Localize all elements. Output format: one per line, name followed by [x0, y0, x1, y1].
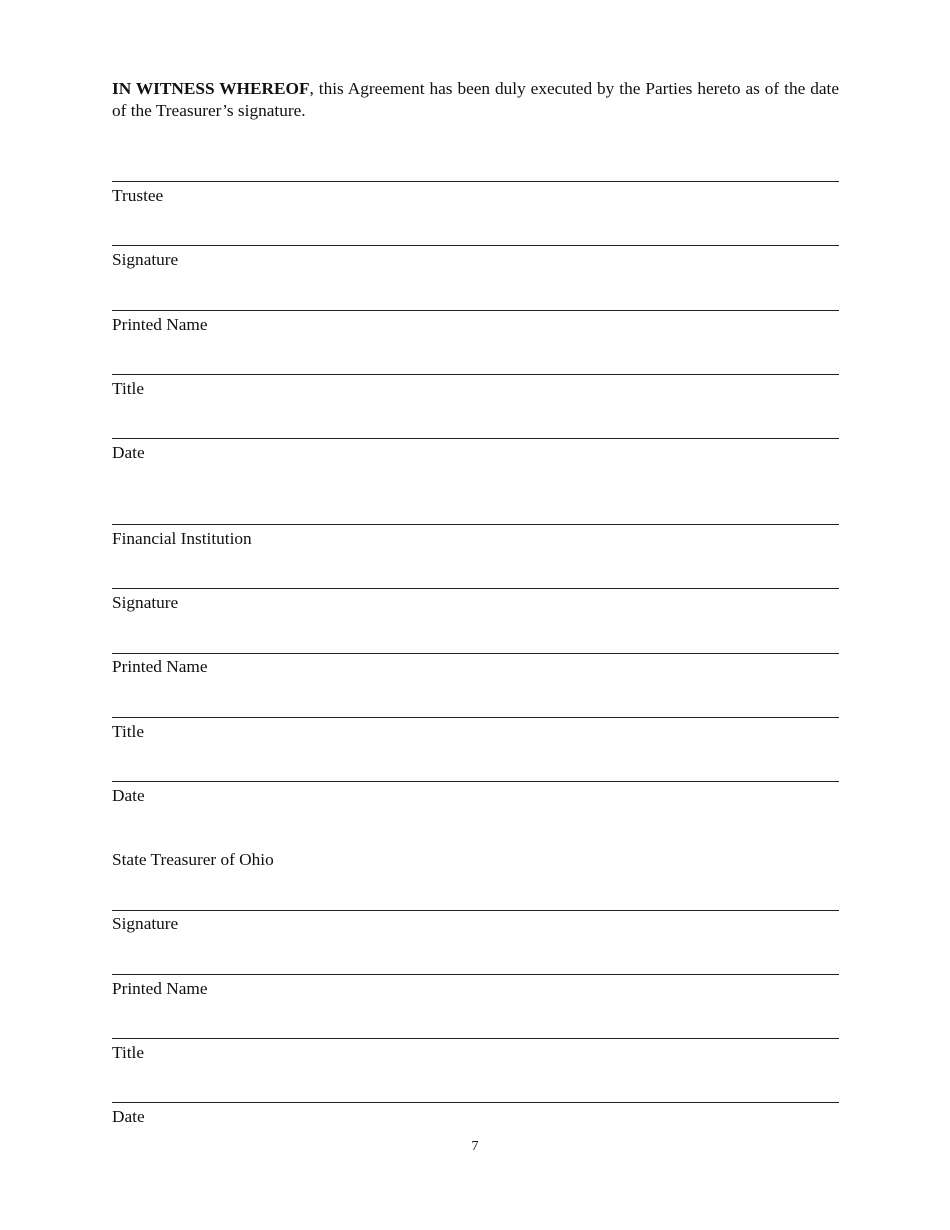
financial-institution-line[interactable]: [112, 524, 839, 525]
st-signature-line[interactable]: [112, 910, 839, 911]
state-treasurer-label: State Treasurer of Ohio: [112, 850, 274, 869]
trustee-printed-name-line[interactable]: [112, 310, 839, 311]
st-date-line[interactable]: [112, 1102, 839, 1103]
st-printed-name-label: Printed Name: [112, 979, 208, 998]
fi-date-label: Date: [112, 786, 145, 805]
financial-institution-label: Financial Institution: [112, 529, 252, 548]
fi-title-label: Title: [112, 722, 145, 741]
trustee-printed-name-label: Printed Name: [112, 315, 208, 334]
witness-text: , this Agreement has been duly executed by the Parties hereto as of the date of the Treasurer’s signature.: [112, 79, 839, 120]
trustee-date-line[interactable]: [112, 438, 839, 439]
trustee-signature-label: Signature: [112, 250, 179, 269]
trustee-line[interactable]: [112, 181, 839, 182]
trustee-title-label: Title: [112, 379, 145, 398]
fi-printed-name-line[interactable]: [112, 653, 839, 654]
witness-paragraph: [112, 78, 839, 122]
page-number: 7: [471, 1139, 479, 1154]
fi-date-line[interactable]: [112, 781, 839, 782]
fi-title-line[interactable]: [112, 717, 839, 718]
trustee-title-line[interactable]: [112, 374, 839, 375]
trustee-date-label: Date: [112, 443, 145, 462]
st-date-label: Date: [112, 1107, 145, 1126]
fi-signature-label: Signature: [112, 593, 179, 612]
witness-bold-lead: IN WITNESS WHEREOF: [112, 79, 310, 98]
trustee-label: Trustee: [112, 186, 164, 205]
st-title-label: Title: [112, 1043, 145, 1062]
trustee-signature-line[interactable]: [112, 245, 839, 246]
fi-printed-name-label: Printed Name: [112, 657, 208, 676]
fi-signature-line[interactable]: [112, 588, 839, 589]
st-signature-label: Signature: [112, 914, 179, 933]
st-title-line[interactable]: [112, 1038, 839, 1039]
st-printed-name-line[interactable]: [112, 974, 839, 975]
